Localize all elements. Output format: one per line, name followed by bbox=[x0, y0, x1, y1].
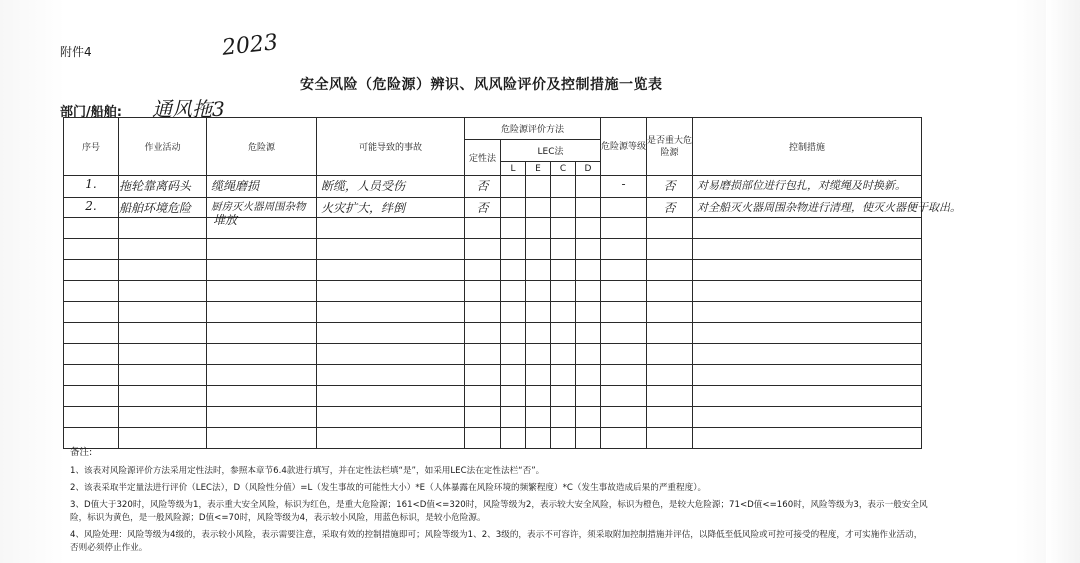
table-row-empty bbox=[64, 344, 922, 365]
row2-control: 对全船灭火器周围杂物进行清理，使灭火器便于取出。 bbox=[697, 201, 962, 214]
table-row-empty bbox=[64, 365, 922, 386]
row1-major: 否 bbox=[663, 179, 676, 193]
row2-activity: 船舶环境危险 bbox=[119, 201, 192, 215]
header-d: D bbox=[576, 162, 601, 176]
header-eval-method: 危险源评价方法 bbox=[465, 118, 601, 140]
row2-qualitative: 否 bbox=[476, 201, 489, 215]
note-item-4: 4、风险处理：风险等级为4级的，表示较小风险，表示需要注意，采取有效的控制措施即可；风险等级为1、2、3级的，表示不可容许，须采取附加控制措施并评估，以降低至低风险或可控可接受的程度，才可实施作业活动，否则必须停止作业。 bbox=[70, 530, 923, 553]
header-e: E bbox=[526, 162, 551, 176]
page-edge-shadow bbox=[1046, 0, 1080, 563]
risk-table bbox=[63, 117, 962, 449]
row1-hazard: 缆绳磨损 bbox=[211, 179, 260, 193]
handwritten-year: 2023 bbox=[220, 30, 280, 61]
header-qualitative: 定性法 bbox=[465, 140, 501, 176]
header-control: 控制措施 bbox=[693, 118, 922, 176]
table-row-empty bbox=[64, 302, 922, 323]
table-row-empty bbox=[64, 281, 922, 302]
document-title: 安全风险（危险源）辨识、风风险评价及控制措施一览表 bbox=[300, 77, 663, 93]
table-row-empty bbox=[64, 386, 922, 407]
row2-accident: 火灾扩大，绊倒 bbox=[321, 201, 406, 215]
header-c: C bbox=[551, 162, 576, 176]
attachment-label: 附件4 bbox=[60, 45, 92, 59]
note-item-1: 1、该表对风险源评价方法采用定性法时，参照本章节6.4款进行填写，并在定性法栏填“是”，如采用LEC法在定性法栏“否”。 bbox=[70, 466, 545, 476]
table-row-empty bbox=[64, 239, 922, 260]
header-hazard: 危险源 bbox=[207, 118, 317, 176]
table-row-empty bbox=[64, 260, 922, 281]
dept-label: 部门/船舶: bbox=[60, 105, 122, 120]
table-row bbox=[64, 176, 922, 198]
row1-risk-level: - bbox=[621, 177, 626, 191]
header-accident: 可能导致的事故 bbox=[317, 118, 465, 176]
row1-qualitative: 否 bbox=[476, 179, 489, 193]
row2-major: 否 bbox=[663, 201, 676, 215]
header-l: L bbox=[501, 162, 526, 176]
header-seq: 序号 bbox=[64, 118, 119, 176]
header-risk-level: 危险源等级 bbox=[601, 118, 647, 176]
header-activity: 作业活动 bbox=[119, 118, 207, 176]
notes-heading: 备注: bbox=[70, 447, 93, 458]
row2-hazard: 厨房灭火器周围杂物 bbox=[211, 201, 306, 213]
row2-hazard-line2: 堆放 bbox=[213, 213, 238, 227]
row1-control: 对易磨损部位进行包扎，对缆绳及时换新。 bbox=[697, 179, 907, 192]
row2-seq: 2. bbox=[85, 199, 97, 213]
table-row bbox=[64, 198, 922, 218]
row1-accident: 断缆，人员受伤 bbox=[321, 179, 406, 193]
table-row-empty bbox=[64, 323, 922, 344]
dept-value-handwritten: 通风拖3 bbox=[152, 97, 225, 121]
header-major: 是否重大危险源 bbox=[647, 118, 693, 176]
header-lec: LEC法 bbox=[501, 140, 601, 162]
note-item-2: 2、该表采取半定量法进行评价（LEC法），D（风险性分值）=L（发生事故的可能性大小）*E（人体暴露在风险环境的频繁程度）*C（发生事故造成后果的严重程度）。 bbox=[70, 483, 707, 493]
table-row-empty bbox=[64, 218, 922, 239]
notes-section bbox=[70, 446, 930, 559]
note-item-3: 3、D值大于320时，风险等级为1，表示重大安全风险，标识为红色，是重大危险源；161<D值<=320时，风险等级为2，表示较大安全风险，标识为橙色，是较大危险源；71<D值<=160时，风险等级为3，表示一般安全风险，标识为黄色，是一般风险源；D值<=70时，风险等级为4，表示较小风险，用蓝色标识，是较小危险源。 bbox=[70, 500, 928, 523]
table-row-empty bbox=[64, 407, 922, 428]
row1-seq: 1. bbox=[85, 177, 97, 191]
row1-activity: 拖轮靠离码头 bbox=[119, 179, 192, 193]
